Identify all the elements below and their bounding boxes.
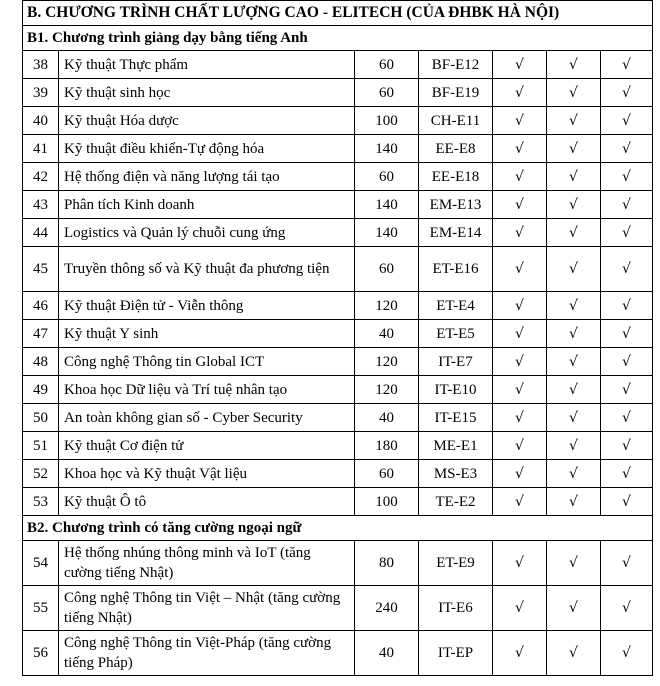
program-name: An toàn không gian số - Cyber Security <box>59 404 355 432</box>
quota-value: 40 <box>355 631 419 676</box>
checkmark-col-2: √ <box>547 320 601 348</box>
checkmark-col-1: √ <box>493 191 547 219</box>
table-row <box>23 163 653 191</box>
quota-value: 240 <box>355 586 419 631</box>
row-number: 46 <box>23 292 59 320</box>
checkmark-col-1: √ <box>493 51 547 79</box>
checkmark-col-2: √ <box>547 79 601 107</box>
table-row <box>23 376 653 404</box>
checkmark-col-1: √ <box>493 586 547 631</box>
quota-value: 120 <box>355 348 419 376</box>
checkmark-col-2: √ <box>547 404 601 432</box>
checkmark-col-2: √ <box>547 51 601 79</box>
row-number: 49 <box>23 376 59 404</box>
program-name: Kỹ thuật Thực phẩm <box>59 51 355 79</box>
quota-value: 100 <box>355 107 419 135</box>
table-row <box>23 79 653 107</box>
quota-value: 40 <box>355 404 419 432</box>
checkmark-col-3: √ <box>601 247 653 292</box>
quota-value: 60 <box>355 247 419 292</box>
program-code: EE-E18 <box>419 163 493 191</box>
program-name: Kỹ thuật Hóa dược <box>59 107 355 135</box>
section-b1-heading-row <box>23 26 653 51</box>
checkmark-col-1: √ <box>493 432 547 460</box>
checkmark-col-1: √ <box>493 348 547 376</box>
program-code: IT-EP <box>419 631 493 676</box>
quota-value: 60 <box>355 79 419 107</box>
checkmark-col-3: √ <box>601 320 653 348</box>
checkmark-col-3: √ <box>601 135 653 163</box>
quota-value: 120 <box>355 376 419 404</box>
checkmark-col-2: √ <box>547 586 601 631</box>
checkmark-col-3: √ <box>601 432 653 460</box>
quota-value: 40 <box>355 320 419 348</box>
program-code: ET-E5 <box>419 320 493 348</box>
program-name: Công nghệ Thông tin Việt-Pháp (tăng cường tiếng Pháp) <box>59 631 355 676</box>
program-code: ME-E1 <box>419 432 493 460</box>
checkmark-col-1: √ <box>493 107 547 135</box>
program-code: EM-E14 <box>419 219 493 247</box>
program-code: ET-E16 <box>419 247 493 292</box>
checkmark-col-1: √ <box>493 488 547 516</box>
quota-value: 60 <box>355 163 419 191</box>
checkmark-col-1: √ <box>493 247 547 292</box>
checkmark-col-3: √ <box>601 107 653 135</box>
table-row <box>23 432 653 460</box>
section-b-heading-row <box>23 1 653 26</box>
checkmark-col-3: √ <box>601 488 653 516</box>
programs-table <box>22 0 653 676</box>
table-row <box>23 292 653 320</box>
checkmark-col-3: √ <box>601 292 653 320</box>
table-row <box>23 404 653 432</box>
checkmark-col-1: √ <box>493 320 547 348</box>
program-name: Công nghệ Thông tin Global ICT <box>59 348 355 376</box>
checkmark-col-2: √ <box>547 432 601 460</box>
checkmark-col-2: √ <box>547 292 601 320</box>
table-row <box>23 460 653 488</box>
checkmark-col-2: √ <box>547 107 601 135</box>
checkmark-col-3: √ <box>601 376 653 404</box>
checkmark-col-2: √ <box>547 191 601 219</box>
checkmark-col-2: √ <box>547 376 601 404</box>
checkmark-col-1: √ <box>493 376 547 404</box>
checkmark-col-3: √ <box>601 631 653 676</box>
program-code: TE-E2 <box>419 488 493 516</box>
program-code: EE-E8 <box>419 135 493 163</box>
table-row <box>23 51 653 79</box>
program-code: IT-E15 <box>419 404 493 432</box>
quota-value: 120 <box>355 292 419 320</box>
program-code: IT-E7 <box>419 348 493 376</box>
program-code: MS-E3 <box>419 460 493 488</box>
row-number: 48 <box>23 348 59 376</box>
checkmark-col-1: √ <box>493 541 547 586</box>
checkmark-col-3: √ <box>601 586 653 631</box>
row-number: 53 <box>23 488 59 516</box>
table-row <box>23 191 653 219</box>
program-code: IT-E10 <box>419 376 493 404</box>
row-number: 45 <box>23 247 59 292</box>
checkmark-col-1: √ <box>493 163 547 191</box>
checkmark-col-2: √ <box>547 541 601 586</box>
section-b2-heading-row <box>23 516 653 541</box>
table-row <box>23 219 653 247</box>
row-number: 55 <box>23 586 59 631</box>
program-name: Khoa học Dữ liệu và Trí tuệ nhân tạo <box>59 376 355 404</box>
program-name: Công nghệ Thông tin Việt – Nhật (tăng cường tiếng Nhật) <box>59 586 355 631</box>
quota-value: 140 <box>355 135 419 163</box>
table-row <box>23 107 653 135</box>
program-name: Kỹ thuật điều khiển-Tự động hóa <box>59 135 355 163</box>
row-number: 47 <box>23 320 59 348</box>
table-row <box>23 247 653 292</box>
row-number: 54 <box>23 541 59 586</box>
checkmark-col-1: √ <box>493 79 547 107</box>
quota-value: 80 <box>355 541 419 586</box>
program-name: Phân tích Kinh doanh <box>59 191 355 219</box>
section-b-title: B. CHƯƠNG TRÌNH CHẤT LƯỢNG CAO - ELITECH (CỦA ĐHBK HÀ NỘI) <box>23 1 653 26</box>
checkmark-col-3: √ <box>601 219 653 247</box>
checkmark-col-3: √ <box>601 348 653 376</box>
program-name: Hệ thống nhúng thông minh và IoT (tăng cường tiếng Nhật) <box>59 541 355 586</box>
quota-value: 60 <box>355 460 419 488</box>
program-name: Kỹ thuật Cơ điện tử <box>59 432 355 460</box>
table-row <box>23 135 653 163</box>
checkmark-col-3: √ <box>601 163 653 191</box>
row-number: 52 <box>23 460 59 488</box>
table-row <box>23 541 653 586</box>
row-number: 42 <box>23 163 59 191</box>
checkmark-col-2: √ <box>547 460 601 488</box>
table-row <box>23 320 653 348</box>
checkmark-col-1: √ <box>493 631 547 676</box>
row-number: 51 <box>23 432 59 460</box>
program-code: BF-E12 <box>419 51 493 79</box>
checkmark-col-1: √ <box>493 219 547 247</box>
row-number: 40 <box>23 107 59 135</box>
program-code: ET-E4 <box>419 292 493 320</box>
quota-value: 140 <box>355 219 419 247</box>
table-row <box>23 488 653 516</box>
table-row <box>23 586 653 631</box>
checkmark-col-3: √ <box>601 51 653 79</box>
checkmark-col-3: √ <box>601 191 653 219</box>
section-b1-title: B1. Chương trình giảng dạy bằng tiếng Anh <box>23 26 653 51</box>
checkmark-col-2: √ <box>547 163 601 191</box>
quota-value: 100 <box>355 488 419 516</box>
checkmark-col-2: √ <box>547 219 601 247</box>
checkmark-col-1: √ <box>493 404 547 432</box>
row-number: 41 <box>23 135 59 163</box>
program-name: Truyền thông số và Kỹ thuật đa phương tiện <box>59 247 355 292</box>
program-name: Khoa học và Kỹ thuật Vật liệu <box>59 460 355 488</box>
program-name: Kỹ thuật Điện tử - Viễn thông <box>59 292 355 320</box>
checkmark-col-2: √ <box>547 631 601 676</box>
checkmark-col-2: √ <box>547 135 601 163</box>
table-row <box>23 631 653 676</box>
row-number: 43 <box>23 191 59 219</box>
checkmark-col-3: √ <box>601 404 653 432</box>
checkmark-col-1: √ <box>493 135 547 163</box>
program-code: BF-E19 <box>419 79 493 107</box>
row-number: 50 <box>23 404 59 432</box>
checkmark-col-1: √ <box>493 460 547 488</box>
program-code: ET-E9 <box>419 541 493 586</box>
quota-value: 180 <box>355 432 419 460</box>
checkmark-col-3: √ <box>601 541 653 586</box>
program-name: Hệ thống điện và năng lượng tái tạo <box>59 163 355 191</box>
checkmark-col-2: √ <box>547 247 601 292</box>
row-number: 56 <box>23 631 59 676</box>
program-code: CH-E11 <box>419 107 493 135</box>
program-name: Logistics và Quản lý chuỗi cung ứng <box>59 219 355 247</box>
checkmark-col-1: √ <box>493 292 547 320</box>
program-code: EM-E13 <box>419 191 493 219</box>
program-name: Kỹ thuật sinh học <box>59 79 355 107</box>
checkmark-col-3: √ <box>601 79 653 107</box>
quota-value: 140 <box>355 191 419 219</box>
program-code: IT-E6 <box>419 586 493 631</box>
quota-value: 60 <box>355 51 419 79</box>
row-number: 39 <box>23 79 59 107</box>
table-row <box>23 348 653 376</box>
checkmark-col-2: √ <box>547 488 601 516</box>
section-b2-title: B2. Chương trình có tăng cường ngoại ngữ <box>23 516 653 541</box>
row-number: 38 <box>23 51 59 79</box>
checkmark-col-2: √ <box>547 348 601 376</box>
program-name: Kỹ thuật Y sinh <box>59 320 355 348</box>
program-name: Kỹ thuật Ô tô <box>59 488 355 516</box>
row-number: 44 <box>23 219 59 247</box>
checkmark-col-3: √ <box>601 460 653 488</box>
